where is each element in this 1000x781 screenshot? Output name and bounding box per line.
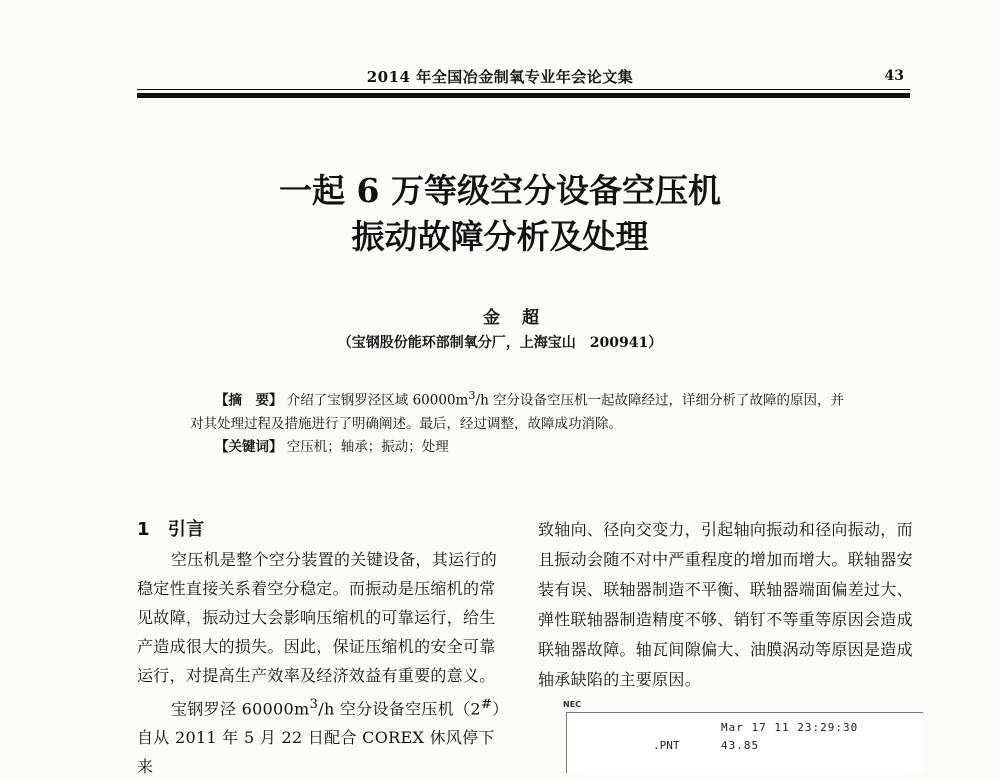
keywords-label: 【关键词】 bbox=[215, 438, 283, 455]
paper-title bbox=[0, 168, 1000, 260]
section-heading bbox=[137, 515, 510, 545]
keywords-text: 空压机；轴承；振动；处理 bbox=[286, 438, 449, 455]
author-name: 金超 bbox=[483, 308, 561, 328]
abstract-block bbox=[190, 384, 850, 459]
running-head bbox=[0, 66, 1000, 90]
page-number: 43 bbox=[884, 68, 904, 84]
abstract-label: 【摘 要】 bbox=[215, 392, 283, 409]
title-line-1: 一起 6 万等级空分设备空压机 bbox=[279, 171, 721, 210]
right-column-paragraph: 致轴向、径向交变力，引起轴向振动和径向振动，而且振动会随不对中严重程度的增加而增大。联轴器安装有误、联轴器制造不平衡、联轴器端面偏差过大、弹性联轴器制造精度不够、销钉不等重等原因会造成联轴器故障。轴瓦间隙偏大、油膜涡动等原因是造成轴承缺陷的主要原因。 bbox=[538, 520, 913, 689]
intro-paragraph-2 bbox=[137, 690, 510, 781]
abstract-sup: 3 bbox=[468, 389, 476, 402]
abstract-text-part1: 介绍了宝钢罗泾区域 60000m bbox=[286, 392, 469, 409]
section-number: 1 bbox=[137, 519, 150, 540]
header-rule-thin bbox=[137, 89, 910, 90]
abstract-paragraph bbox=[190, 384, 850, 436]
figure-brand: NEC bbox=[563, 700, 582, 709]
keywords-line bbox=[215, 436, 850, 459]
right-column bbox=[538, 515, 913, 695]
figure-value: 43.85 bbox=[721, 739, 760, 752]
figure-screenshot bbox=[560, 700, 925, 768]
left-column bbox=[137, 515, 510, 781]
figure-mode: .PNT bbox=[653, 739, 680, 752]
intro-p2-b: /h 空分设备空压机（2 bbox=[318, 699, 481, 719]
intro-p2-a: 宝钢罗泾 60000m bbox=[171, 699, 310, 719]
author-affiliation: （宝钢股份能环部制氧分厂，上海宝山 200941） bbox=[337, 335, 663, 351]
section-title: 引言 bbox=[167, 519, 205, 540]
running-title: 2014 年全国冶金制氧专业年会论文集 bbox=[366, 68, 634, 86]
intro-p2-c: ）自从 2011 年 5 月 22 日配合 COREX 休风停下来 bbox=[137, 699, 509, 777]
header-rule-thick bbox=[137, 93, 910, 98]
figure-date: Mar 17 11 23:29:30 bbox=[721, 721, 859, 734]
intro-p2-sup2: # bbox=[480, 697, 493, 712]
figure-screen bbox=[566, 712, 923, 773]
abstract-text-part2: /h 空分设备空压机一起故障经过，详细分析了故障的原因，并对其处理过程及措施进行了明确阐述。最后，经过调整，故障成功消除。 bbox=[190, 392, 845, 432]
title-line-2: 振动故障分析及处理 bbox=[351, 217, 649, 256]
intro-p2-sup: 3 bbox=[309, 697, 319, 712]
intro-paragraph-1: 空压机是整个空分装置的关键设备，其运行的稳定性直接关系着空分稳定。而振动是压缩机的常见故障，振动过大会影响压缩机的可靠运行，给生产造成很大的损失。因此，保证压缩机的安全可靠运行，对提高生产效率及经济效益有重要的意义。 bbox=[137, 550, 498, 685]
